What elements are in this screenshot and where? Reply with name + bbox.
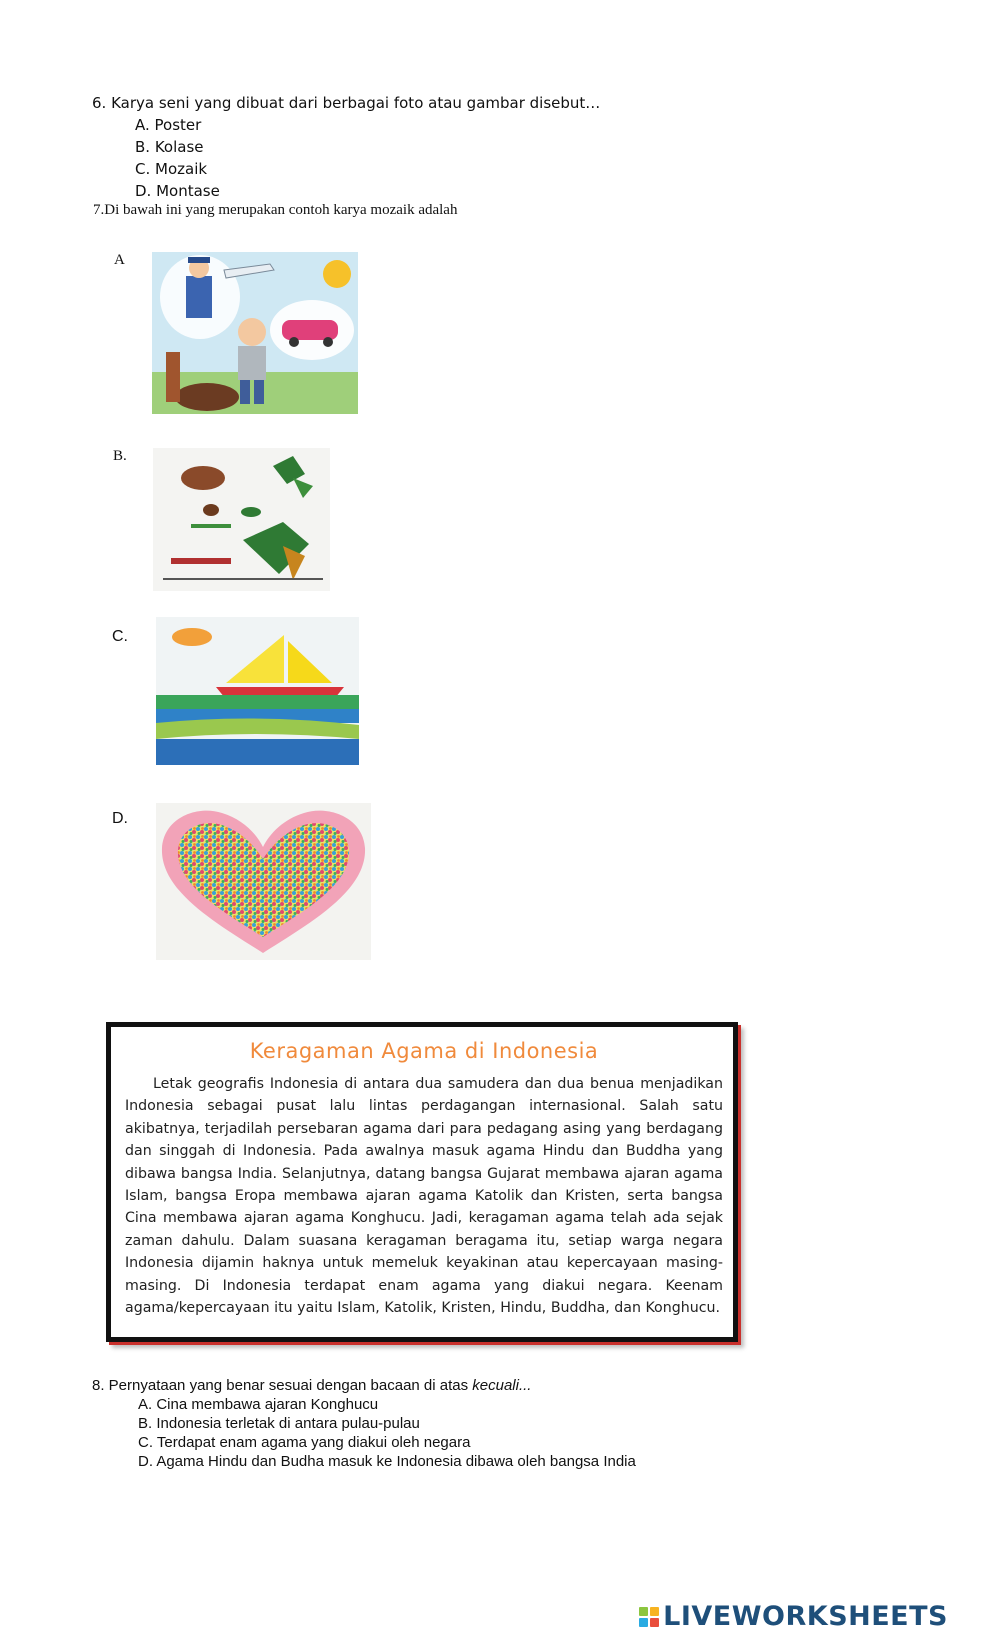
- q6-option-c[interactable]: C. Mozaik: [135, 160, 208, 178]
- question-6-text: 6. Karya seni yang dibuat dari berbagai foto atau gambar disebut…: [92, 94, 601, 112]
- question-8-prefix: 8. Pernyataan yang benar sesuai dengan bacaan di atas: [92, 1377, 473, 1394]
- reading-body: Letak geografis Indonesia di antara dua samudera dan dua benua menjadikan Indonesia sebagai pusat lalu lintas perdagangan internasional. Salah satu akibatnya, terjadilah persebaran agama dari para pedagang asing yang berdagang dan singgah di Indonesia. Pada awalnya masuk agama Hindu dan Buddha yang dibawa bangsa India. Selanjutnya, datang bangsa Gujarat membawa ajaran agama Islam, bangsa Eropa membawa ajaran agama Katolik dan Kristen, serta bangsa Cina membawa ajaran agama Konghucu. Jadi, keragaman agama telah ada sejak zaman dahulu. Dalam suasana keragaman beragama itu, setiap warga negara Indonesia dijamin haknya untuk memeluk keyakinan atau kepercayaan masing-masing. Di Indonesia terdapat enam agama yang diakui negara. Keenam agama/kepercayaan itu yaitu Islam, Katolik, Kristen, Hindu, Buddha, dan Konghucu.: [125, 1076, 723, 1317]
- q7-label-b: B.: [113, 448, 127, 464]
- question-8-text: [92, 1376, 636, 1395]
- q8-option-b[interactable]: B. Indonesia terletak di antara pulau-pulau: [138, 1415, 420, 1432]
- q7-label-d: D.: [112, 810, 128, 827]
- q8-option-d[interactable]: D. Agama Hindu dan Budha masuk ke Indonesia dibawa oleh bangsa India: [138, 1453, 636, 1470]
- q7-label-a: A: [114, 252, 125, 268]
- question-6: [92, 92, 600, 202]
- q7-label-c: C.: [112, 628, 128, 645]
- mosaic-heart-image[interactable]: [156, 803, 371, 960]
- question-7-text: 7.Di bawah ini yang merupakan contoh karya mozaik adalah: [93, 202, 458, 218]
- logo-grid-icon: [639, 1607, 659, 1627]
- boat-icon: [156, 617, 359, 765]
- leaf-collage-image[interactable]: [153, 448, 330, 591]
- mosaic-heart-icon: [156, 803, 371, 960]
- q6-option-b[interactable]: B. Kolase: [135, 138, 204, 156]
- drawing-image-pilot[interactable]: [152, 252, 358, 414]
- reading-title: Keragaman Agama di Indonesia: [249, 1039, 599, 1063]
- reading-passage-box: [106, 1022, 738, 1342]
- leaf-animals-icon: [153, 448, 330, 591]
- q6-option-a[interactable]: A. Poster: [135, 116, 202, 134]
- question-8: [92, 1376, 636, 1471]
- q6-option-d[interactable]: D. Montase: [135, 182, 220, 200]
- question-8-emphasis: kecuali...: [472, 1377, 532, 1394]
- paper-collage-boat-image[interactable]: [156, 617, 359, 765]
- logo-text: LIVEWORKSHEETS: [663, 1601, 948, 1632]
- q8-option-c[interactable]: C. Terdapat enam agama yang diakui oleh negara: [138, 1434, 471, 1451]
- pilot-drawing-icon: [152, 252, 358, 414]
- liveworksheets-logo: [639, 1601, 948, 1632]
- q8-option-a[interactable]: A. Cina membawa ajaran Konghucu: [138, 1396, 379, 1413]
